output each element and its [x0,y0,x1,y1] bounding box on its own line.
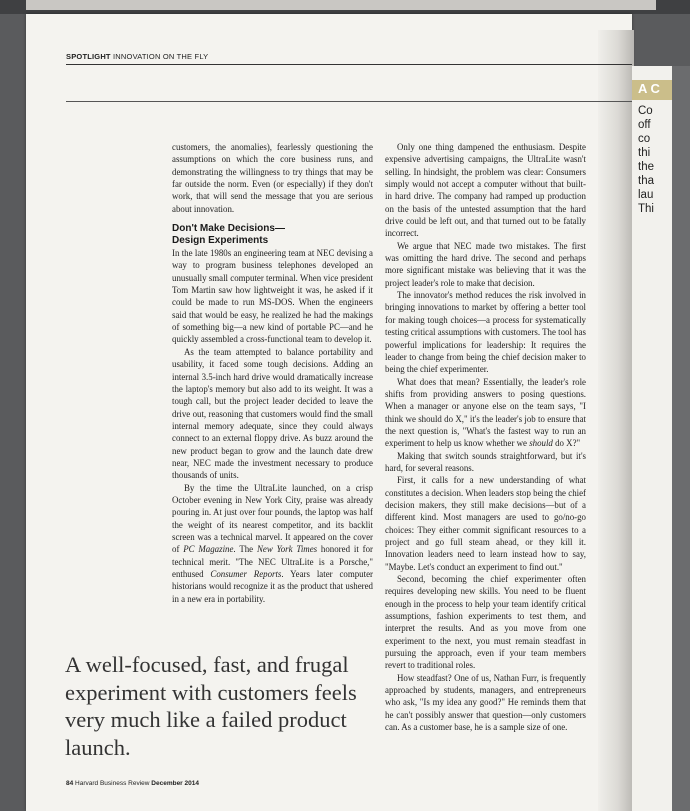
paragraph: We argue that NEC made two mistakes. The first was omitting the hard drive. The second and perhaps more significant mistake was believing that it was the project leader's role to make that decision. [385,240,586,288]
issue-date: December 2014 [151,780,199,787]
scan-right-edge [672,66,690,811]
publication-title: Harvard Business Review [75,780,150,787]
previous-page-edge [26,0,656,10]
header-rule [66,64,632,65]
facing-page-banner-text: A C [638,81,660,96]
paragraph: Making that switch sounds straightforward, but it's hard, for several reasons. [385,450,586,473]
paragraph: customers, the anomalies), fearlessly questioning the assumptions on which the core business runs, and demonstrating the willingness to try things that may be far outside the norm. Even (or especially) if they don't work, that will send the message that you are serious about innovation. [172,142,373,214]
facing-page-text: Co off co thi the tha lau Thi [638,105,654,215]
article-column-right [385,141,586,734]
paragraph: As the team attempted to balance portability and usability, it faced some tough decisions. Adding an internal 3.5-inch hard drive would dramatically increase the laptop's memory but also add to its weight. It was a tough call, but the project leader decided to leave the drive out, reasoning that customers would find the small internal memory adequate, since they could always connect to an external floppy drive. As buzz around the new product began to grow and the launch date drew near, NEC made the investment necessary to produce thousands of units. [172,346,373,481]
section-topic: INNOVATION ON THE FLY [113,52,209,61]
publication-name: New York Times [256,544,318,555]
page-gutter-curl [598,30,634,811]
paragraph: How steadfast? One of us, Nathan Furr, is frequently approached by students, managers, and entrepreneurs who ask, "Is my idea any good?" He reminds them that he can't possibly answer that question—only customers can. As a customer base, he is a sample size of one. [385,672,586,733]
section-label: SPOTLIGHT [66,52,111,61]
article-column-left [172,141,373,605]
paragraph: Only one thing dampened the enthusiasm. Despite expensive advertising campaigns, the UltraLite wasn't selling. In hindsight, the problem was clear: Consumers simply would not accept a computer without that built-in hard drive. The company had ramped up production on the basis of the untested assumption that the hard drive could be left out, and that turned out to be fatally incorrect. [385,142,586,239]
facing-page [632,66,672,811]
publication-name: PC Magazine [183,544,234,555]
publication-name: Consumer Reports [210,569,282,579]
pull-quote: A well-focused, fast, and frugal experiment with customers feels very much like a failed product launch. [65,652,357,760]
paragraph: In the late 1980s an engineering team at NEC devising a way to program business telephones developed an unusually small computer terminal. When vice president Tom Martin saw how lightweight it was, he asked if it could be made to run MS-DOS. When the engineers said that would be easy, he realized he had the makings of something big—a new kind of portable PC—and he quickly assembled a cross-functional team to develop it. [172,248,373,345]
section-header [66,52,208,61]
paragraph: The innovator's method reduces the risk involved in bringing innovations to market by offering a better tool for making tough choices—a process for systematically testing critical assumptions with customers. The tool has powerful implications for leadership: It requires the leader to change from being the chief decision maker to being the chief experimenter. [385,290,586,375]
paragraph: What does that mean? Essentially, the leader's role shifts from providing answers to posing questions. When a manager or anyone else on the team says, "I think we should do X," it's the leader's job to ensure that the next question is, "What's the fastest way to run an experiment to help us know whether we should do X?" [385,376,586,449]
header-rule-lower [66,101,632,102]
paragraph: First, it calls for a new understanding of what constitutes a decision. When leaders stop being the chief decision makers, they still make decisions—but of a different kind. Most managers are used to go/no-go choices: They either commit significant resources to a project and go full steam ahead, or they kill it. Innovation leaders need to learn instead how to say, "Maybe. Let's conduct an experiment to find out." [385,475,586,572]
page-footer [66,780,199,787]
paragraph: By the time the UltraLite launched, on a crisp October evening in New York City, praise was already pouring in. At just over four pounds, the laptop was half the weight of its nearest competitor, and its backlit screen was a technical marvel. It appeared on the cover of PC Magazine. The New York Times honored it for technical merit. "The NEC UltraLite is a Porsche," enthused Consumer Reports. Years later computer historians would recognize it as the product that ushered in a new era in portability. [172,482,373,604]
paragraph: Second, becoming the chief experimenter often requires developing new skills. You need to be fluent enough in the process to help your team identify critical assumptions, fashion experiments to test them, and interpret the results. And as you move from one experiment to the next, you must remain steadfast in pursuing the approach, even if your team members revert to traditional roles. [385,574,586,671]
subheading: Don't Make Decisions— Design Experiments [172,223,285,246]
page-number: 84 [66,780,74,787]
